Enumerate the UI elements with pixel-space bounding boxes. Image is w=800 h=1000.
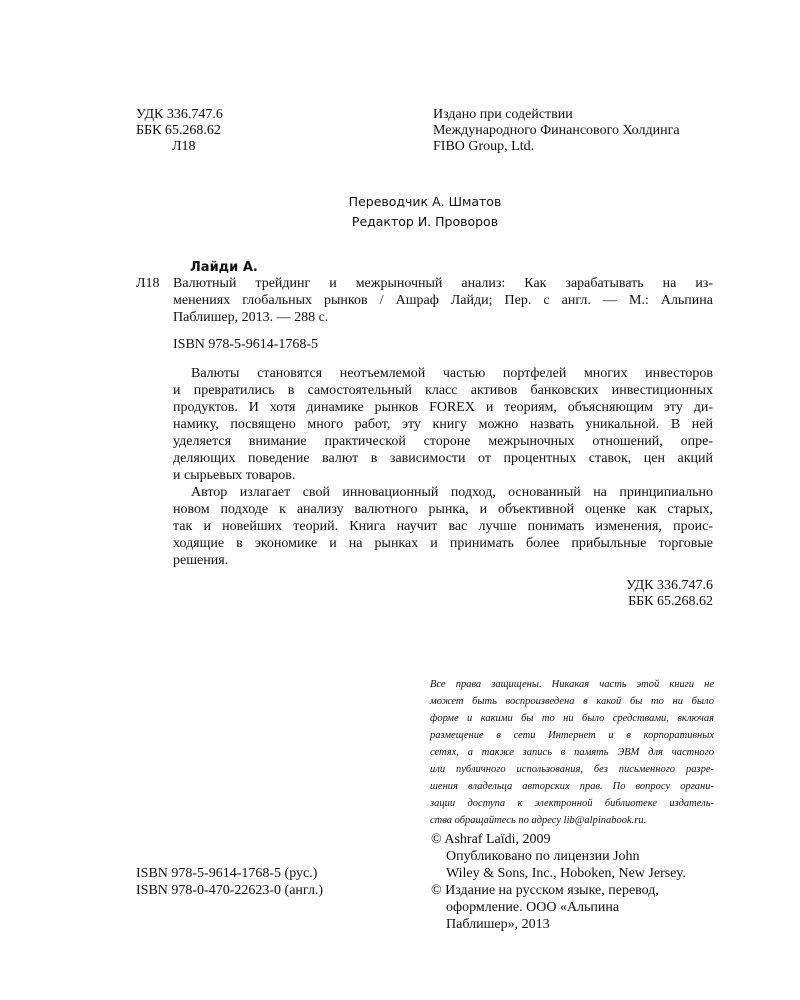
editor-credit: Редактор И. Проворов bbox=[351, 214, 499, 229]
entry-line-3: Паблишер, 2013. — 288 с. bbox=[173, 310, 329, 325]
published-with-line-3: FIBO Group, Ltd. bbox=[433, 139, 535, 154]
abstract-p1-line-3: продуктов. И хотя динамике рынков FOREX и теориям, объясняющим эту ди- bbox=[173, 400, 713, 415]
published-with-line-1: Издано при содействии bbox=[433, 107, 573, 122]
copyright-line-3: Wiley & Sons, Inc., Hoboken, New Jersey. bbox=[446, 866, 686, 881]
rights-line: может быть воспроизведена в какой бы то ни было bbox=[430, 696, 714, 707]
abstract-p1-line-6: деляющих поведение валют в зависимости от процентных ставок, цен акций bbox=[173, 451, 713, 466]
udk-code: УДК 336.747.6 bbox=[136, 107, 223, 122]
bbk-code: ББК 65.268.62 bbox=[136, 123, 221, 138]
rights-line: зации доступа к электронной библиотеке издатель- bbox=[430, 798, 714, 809]
abstract-p2-line-1: Автор излагает свой инновационный подход, основанный на принципиально bbox=[191, 485, 713, 500]
rights-line: или публичного использования, без письменного разре- bbox=[430, 764, 714, 775]
abstract-p2-line-5: решения. bbox=[173, 553, 229, 568]
classification-udk: УДК 336.747.6 bbox=[626, 578, 713, 593]
translator-credit: Переводчик А. Шматов bbox=[348, 194, 502, 209]
entry-mark: Л18 bbox=[136, 276, 160, 291]
copyright-line-1: © Ashraf Laïdi, 2009 bbox=[431, 832, 551, 847]
entry-line-2: менениях глобальных рынков / Ашраф Лайди; Пер. с англ. — М.: Альпина bbox=[173, 293, 713, 308]
abstract-p2-line-3: так и новейших теорий. Книга научит вас лучше понимать изменения, проис- bbox=[173, 519, 713, 534]
abstract-p1-line-7: и сырьевых товаров. bbox=[173, 468, 296, 483]
author-mark: Л18 bbox=[172, 139, 196, 154]
isbn-english: ISBN 978-0-470-22623-0 (англ.) bbox=[136, 883, 324, 898]
entry-author: Лайди А. bbox=[190, 260, 258, 275]
rights-line: сетях, а также запись в память ЭВМ для частного bbox=[430, 747, 714, 758]
abstract-p1-line-1: Валюты становятся неотъемлемой частью портфелей многих инвесторов bbox=[191, 366, 713, 381]
copyright-line-5: оформление. ООО «Альпина bbox=[446, 900, 620, 915]
published-with-line-2: Международного Финансового Холдинга bbox=[433, 123, 680, 138]
isbn-russian: ISBN 978-5-9614-1768-5 (рус.) bbox=[136, 866, 318, 881]
rights-line: размещение в сети Интернет и в корпоративных bbox=[430, 730, 714, 741]
abstract-p1-line-5: уделяется внимание практической стороне межрыночных отношений, опре- bbox=[173, 434, 713, 449]
abstract-p1-line-2: и превратились в самостоятельный класс активов банковских инвестиционных bbox=[173, 383, 713, 398]
abstract-p2-line-4: ходящие в экономике и на рынках и принимать более прибыльные торговые bbox=[173, 536, 713, 551]
rights-line: Все права защищены. Никакая часть этой книги не bbox=[430, 679, 714, 690]
abstract-p1-line-4: намику, посвящено много работ, эту книгу можно назвать уникальной. В ней bbox=[173, 417, 713, 432]
rights-line: форме и какими бы то ни было средствами, включая bbox=[430, 713, 714, 724]
abstract-p2-line-2: новом подходе к анализу валютного рынка, и объективной оценке как старых, bbox=[173, 502, 713, 517]
copyright-line-6: Паблишер», 2013 bbox=[446, 917, 550, 932]
copyright-line-2: Опубликовано по лицензии John bbox=[446, 849, 640, 864]
copyright-line-4: © Издание на русском языке, перевод, bbox=[431, 883, 659, 898]
rights-line: ства обращайтесь по адресу lib@alpinabook.ru. bbox=[430, 815, 647, 826]
classification-bbk: ББК 65.268.62 bbox=[628, 594, 713, 609]
rights-notice bbox=[430, 676, 714, 829]
entry-line-1: Валютный трейдинг и межрыночный анализ: Как зарабатывать на из- bbox=[173, 276, 713, 291]
entry-isbn: ISBN 978-5-9614-1768-5 bbox=[173, 337, 319, 352]
rights-line: шения владельца авторских прав. По вопросу органи- bbox=[430, 781, 714, 792]
